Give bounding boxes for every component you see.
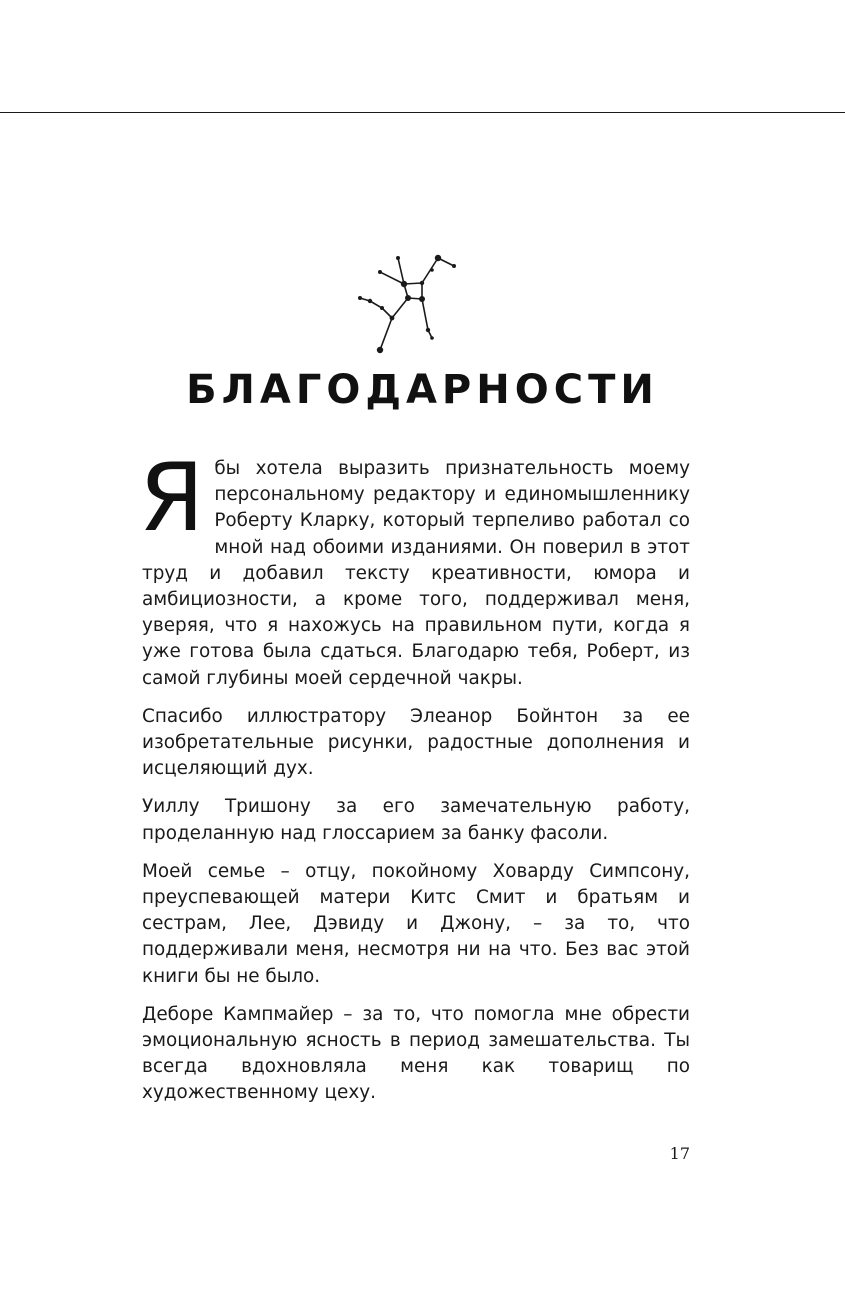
paragraph-5: Деборе Кампмайер – за то, что помогла мне обрести эмоциональную ясность в период замешательства. Ты всегда вдохновляла меня как товарищ по художественному цеху.	[142, 1003, 690, 1104]
page-number: 17	[669, 1144, 690, 1163]
paragraph-4: Моей семье – отцу, покойному Ховарду Симпсону, преуспевающей матери Китс Смит и братьям и сестрам, Лее, Дэвиду и Джону, – за то, что поддерживали меня, несмотря ни на что. Без вас этой книги бы не было.	[142, 860, 690, 987]
page-title: БЛАГОДАРНОСТИ	[186, 367, 659, 413]
constellation-icon	[352, 250, 464, 360]
paragraph-2: Спасибо иллюстратору Элеанор Бойнтон за ее изобретательные рисунки, радостные дополнения и исцеляющий дух.	[142, 705, 690, 780]
top-rule	[0, 112, 845, 113]
paragraph-text: бы хотела выразить признательность моему персональному редактору и единомышленнику Роберту Кларку, который терпеливо работал со мной над обоими изданиями. Он поверил в этот труд и добавил тексту креативности, юмора и амбициозности, а кроме того, поддерживал меня, уверяя, что я нахожусь на правильном пути, когда я уже готова была сдаться. Благодарю тебя, Роберт, из самой глубины моей сердечной чакры.	[142, 458, 690, 689]
paragraph-1	[139, 444, 690, 692]
body-text	[139, 444, 690, 1119]
paragraph-3: Уиллу Тришону за его замечательную работу, проделанную над глоссарием за банку фасоли.	[142, 796, 690, 844]
drop-cap: Я	[139, 444, 205, 553]
